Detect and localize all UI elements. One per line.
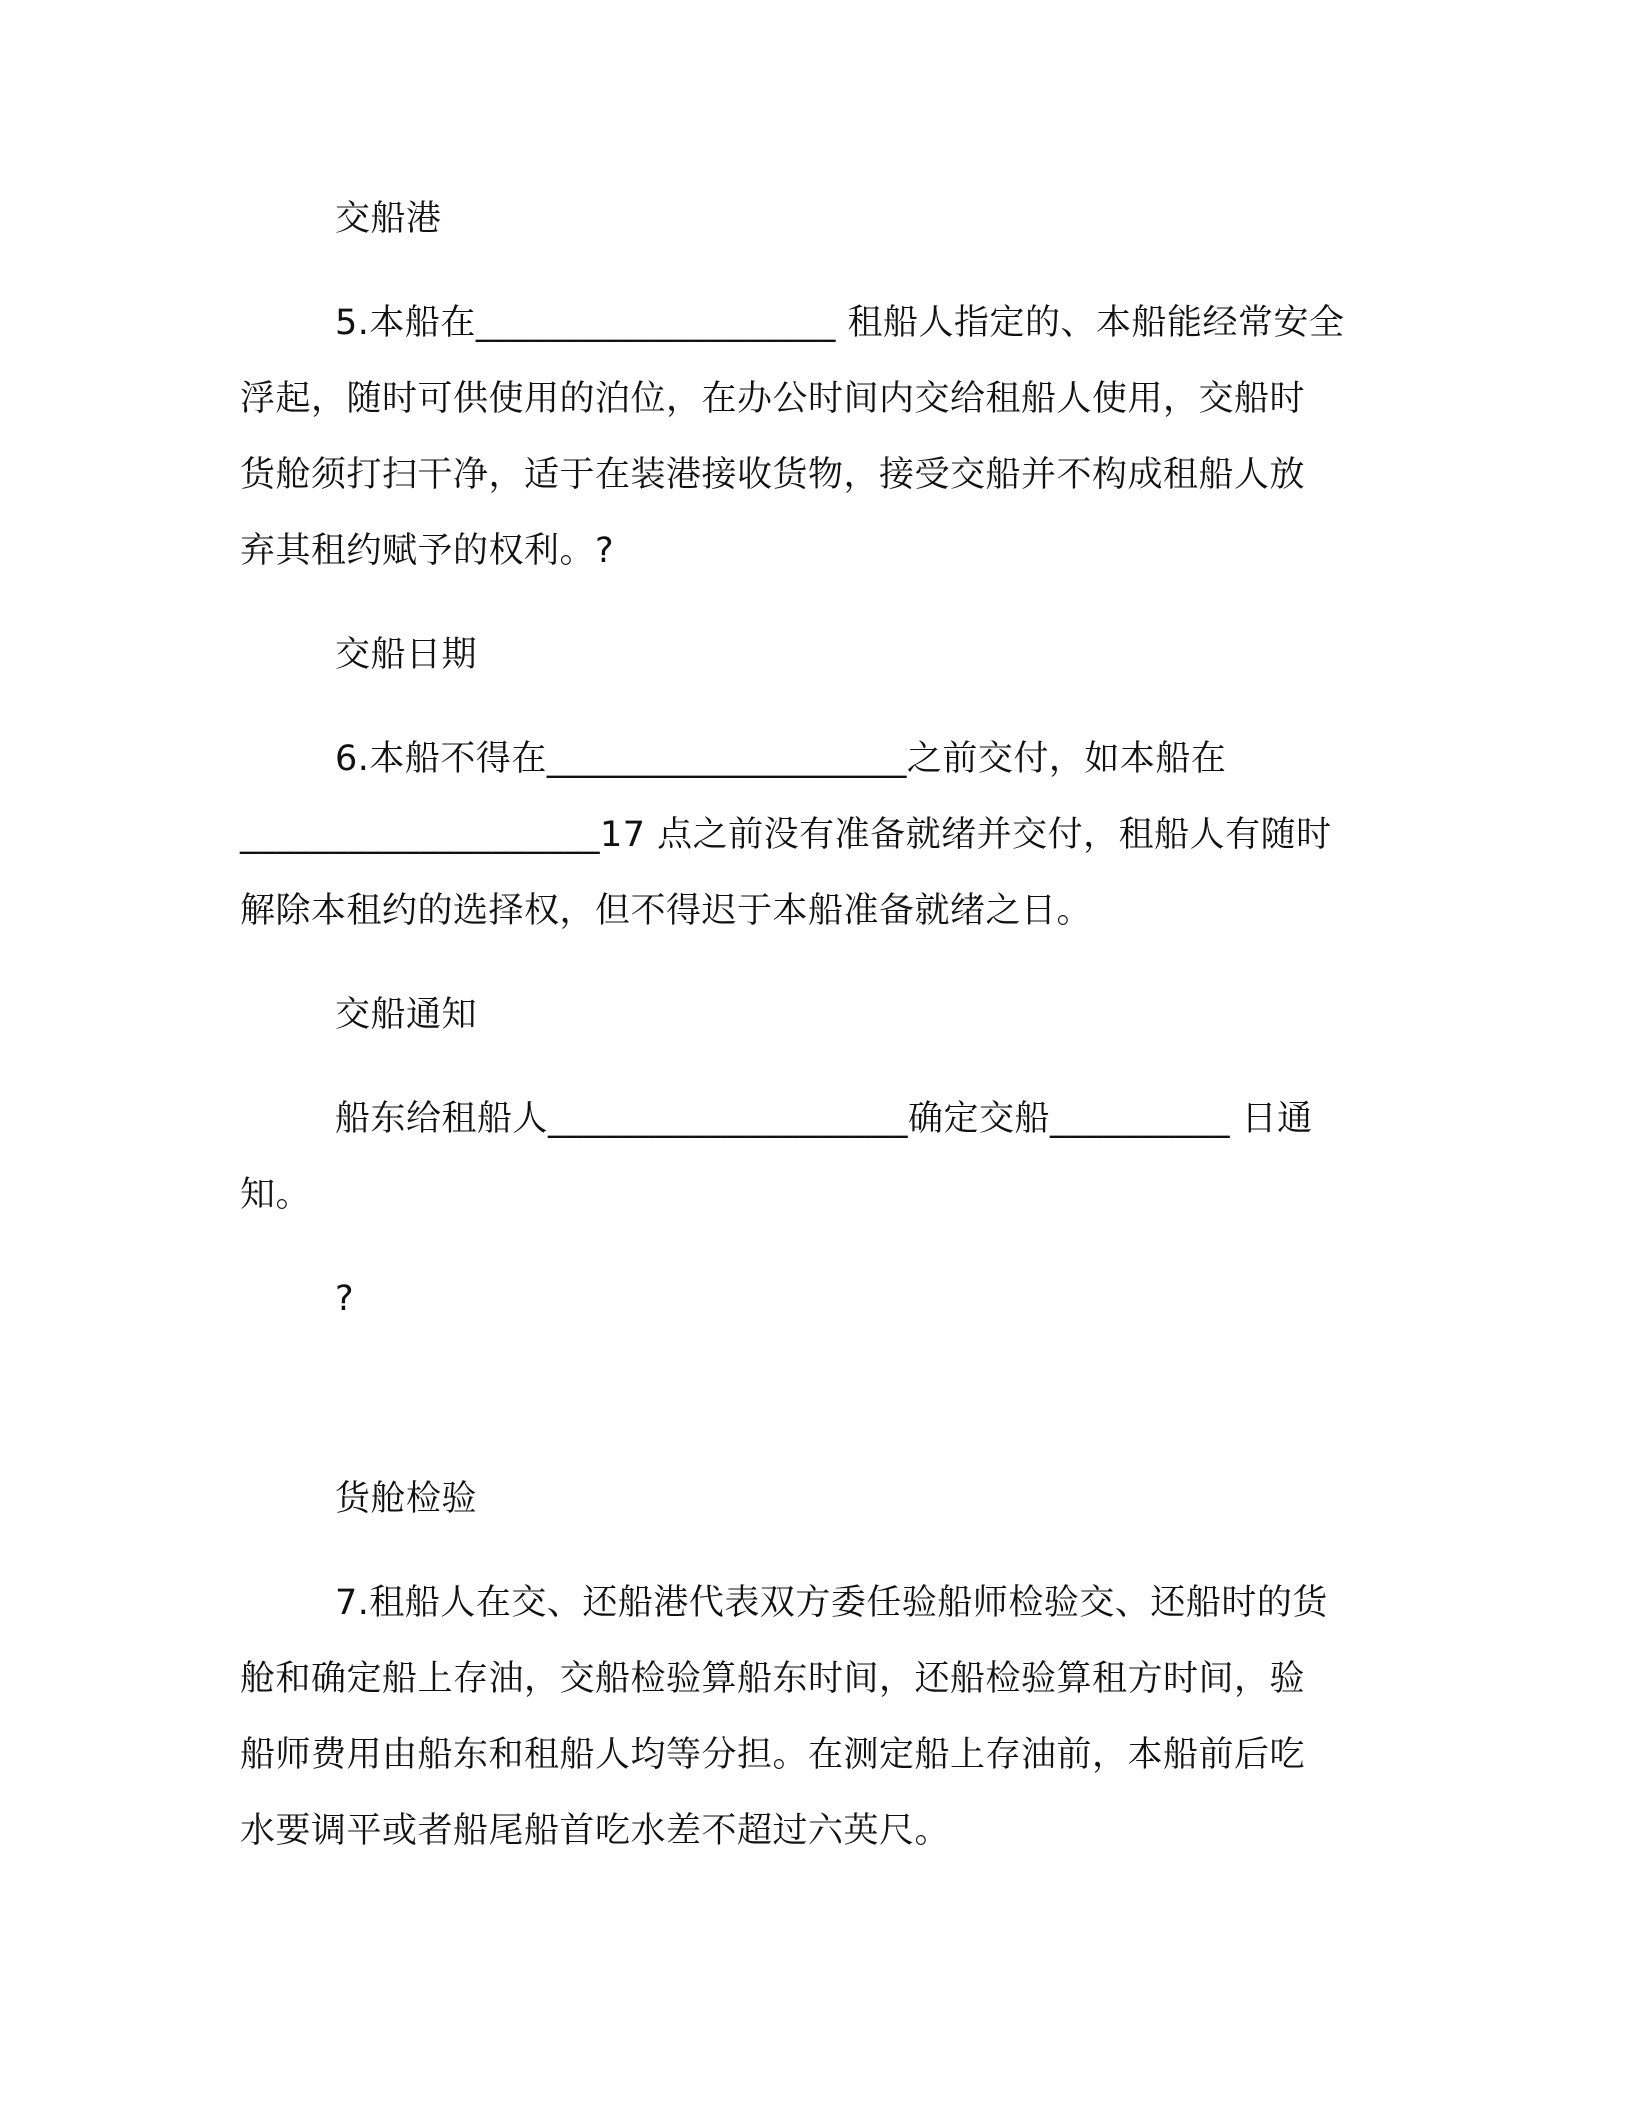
paragraph-line: 解除本租约的选择权，但不得迟于本船准备就绪之日。: [240, 891, 1093, 931]
paragraph-line: 知。: [240, 1175, 312, 1215]
paragraph-line: 船东给租船人____________________确定交船__________ 日通: [335, 1099, 1313, 1139]
paragraph-line: 水要调平或者船尾船首吃水差不超过六英尺。: [240, 1811, 951, 1851]
paragraph-line: 7.租船人在交、还船港代表双方委任验船师检验交、还船时的货: [335, 1583, 1328, 1623]
paragraph-line: 弃其租约赋予的权利。?: [240, 531, 615, 571]
paragraph-line: 船师费用由船东和租船人均等分担。在测定船上存油前，本船前后吃: [240, 1735, 1306, 1775]
paragraph-line: 浮起，随时可供使用的泊位，在办公时间内交给租船人使用，交船时: [240, 379, 1306, 419]
paragraph-line: 货舱须打扫干净，适于在装港接收货物，接受交船并不构成租船人放: [240, 455, 1306, 495]
paragraph-line: 舱和确定船上存油，交船检验算船东时间，还船检验算租方时间，验: [240, 1659, 1306, 1699]
paragraph-line: ____________________17 点之前没有准备就绪并交付，租船人有随时: [240, 815, 1332, 855]
section-heading-delivery-date: 交船日期: [335, 635, 478, 675]
stray-question-mark: ?: [335, 1279, 355, 1319]
paragraph-line: 6.本船不得在____________________之前交付，如本船在: [335, 739, 1227, 779]
paragraph-line: 5.本船在____________________ 租船人指定的、本船能经常安全: [335, 303, 1345, 343]
section-heading-delivery-port: 交船港: [335, 199, 442, 239]
section-heading-hold-inspection: 货舱检验: [335, 1479, 478, 1519]
section-heading-delivery-notice: 交船通知: [335, 995, 478, 1035]
